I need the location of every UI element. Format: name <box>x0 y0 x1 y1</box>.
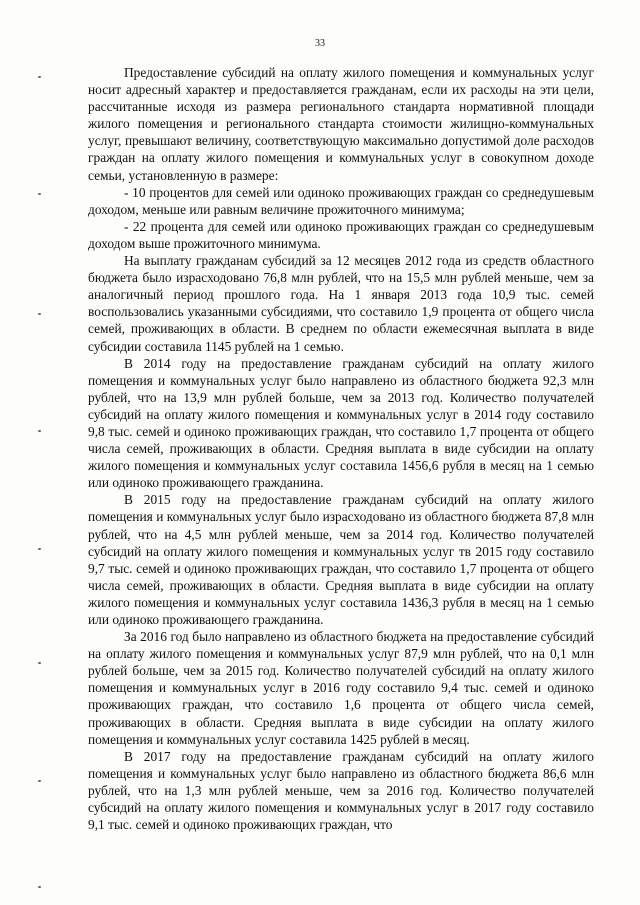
page-number: 33 <box>315 38 325 49</box>
paragraph-2014: В 2014 году на предоставление гражданам субсидий на оплату жилого помещения и коммунальных услуг было направлено из областного бюджета 92,3 млн рублей, что на 13,9 млн рублей больше, чем за 2013 год. Количество получателей субсидий на оплату жилого помещения и коммунальных услуг в 2014 году составило 9,8 тыс. семей и одиноко проживающих граждан, что составило 1,7 процента от общего числа семей, проживающих в области. Средняя выплата в виде субсидии на оплату жилого помещения и коммунальных услуг составила 1456,6 рубля в месяц на 1 семью или одиноко проживающего гражданина. <box>88 355 594 491</box>
scan-margin-mark <box>38 780 41 782</box>
scan-margin-mark <box>38 313 41 315</box>
scan-margin-mark <box>38 662 41 664</box>
scan-margin-mark <box>38 886 41 888</box>
paragraph-subsidy-conditions: Предоставление субсидий на оплату жилого помещения и коммунальных услуг носит адресный характер и предоставляется гражданам, если их расходы на эти цели, рассчитанные исходя из размера регионального стандарта нормативной площади жилого помещения и регионального стандарта стоимости жилищно-коммунальных услуг, превышают величину, соответствующую максимально допустимой доле расходов граждан на оплату жилого помещения и коммунальных услуг в совокупном доходе семьи, установленную в размере: <box>88 65 594 183</box>
paragraph-2017: В 2017 году на предоставление гражданам субсидий на оплату жилого помещения и коммунальных услуг было направлено из областного бюджета 86,6 млн рублей, что на 1,3 млн рублей меньше, чем за 2016 год. Количество получателей субсидий на оплату жилого помещения и коммунальных услуг в 2017 году составило 9,1 тыс. семей и одиноко проживающих граждан, что <box>88 748 594 833</box>
scan-margin-mark <box>38 548 41 550</box>
scan-margin-mark <box>38 76 41 78</box>
paragraph-2016: За 2016 год было направлено из областного бюджета на предоставление субсидий на оплату жилого помещения и коммунальных услуг 87,9 млн рублей, что на 0,1 млн рублей больше, чем за 2015 год. Количество получателей субсидий на оплату жилого помещения и коммунальных услуг в 2016 году составило 9,4 тыс. семей и одиноко проживающих граждан, что составило 1,6 процента от общего числа семей, проживающих в области. Средняя выплата в виде субсидии на оплату жилого помещения и коммунальных услуг составила 1425 рублей в месяц. <box>88 629 594 747</box>
scan-margin-mark <box>38 430 41 432</box>
body-text <box>88 64 594 833</box>
paragraph-2015: В 2015 году на предоставление гражданам субсидий на оплату жилого помещения и коммунальных услуг было израсходовано из областного бюджета 87,8 млн рублей, что на 4,5 млн рублей меньше, чем за 2014 год. Количество получателей субсидий на оплату жилого помещения и коммунальных услуг тв 2015 году составило 9,7 тыс. семей и одиноко проживающих граждан, что составило 1,7 процента от общего числа семей, проживающих в области. Средняя выплата в виде субсидии на оплату жилого помещения и коммунальных услуг составила 1436,3 рубля в месяц на 1 семью или одиноко проживающего гражданина. <box>88 492 594 627</box>
paragraph-list-item-22-percent: - 22 процента для семей или одиноко проживающих граждан со среднедушевым доходом выше прожиточного минимума. <box>88 218 594 251</box>
paragraph-2012: На выплату гражданам субсидий за 12 месяцев 2012 года из средств областного бюджета было израсходовано 76,8 млн рублей, что на 15,5 млн рублей меньше, чем за аналогичный период прошлого года. На 1 января 2013 года 10,9 тыс. семей воспользовались указанными субсидиями, что составило 1,9 процента от общего числа семей, проживающих в области. В среднем по области ежемесячная выплата в виде субсидии составила 1145 рублей на 1 семью. <box>88 253 594 354</box>
paragraph-list-item-10-percent: - 10 процентов для семей или одиноко проживающих граждан со среднедушевым доходом, меньше или равным величине прожиточного минимума; <box>88 184 594 217</box>
scan-margin-mark <box>38 193 41 195</box>
